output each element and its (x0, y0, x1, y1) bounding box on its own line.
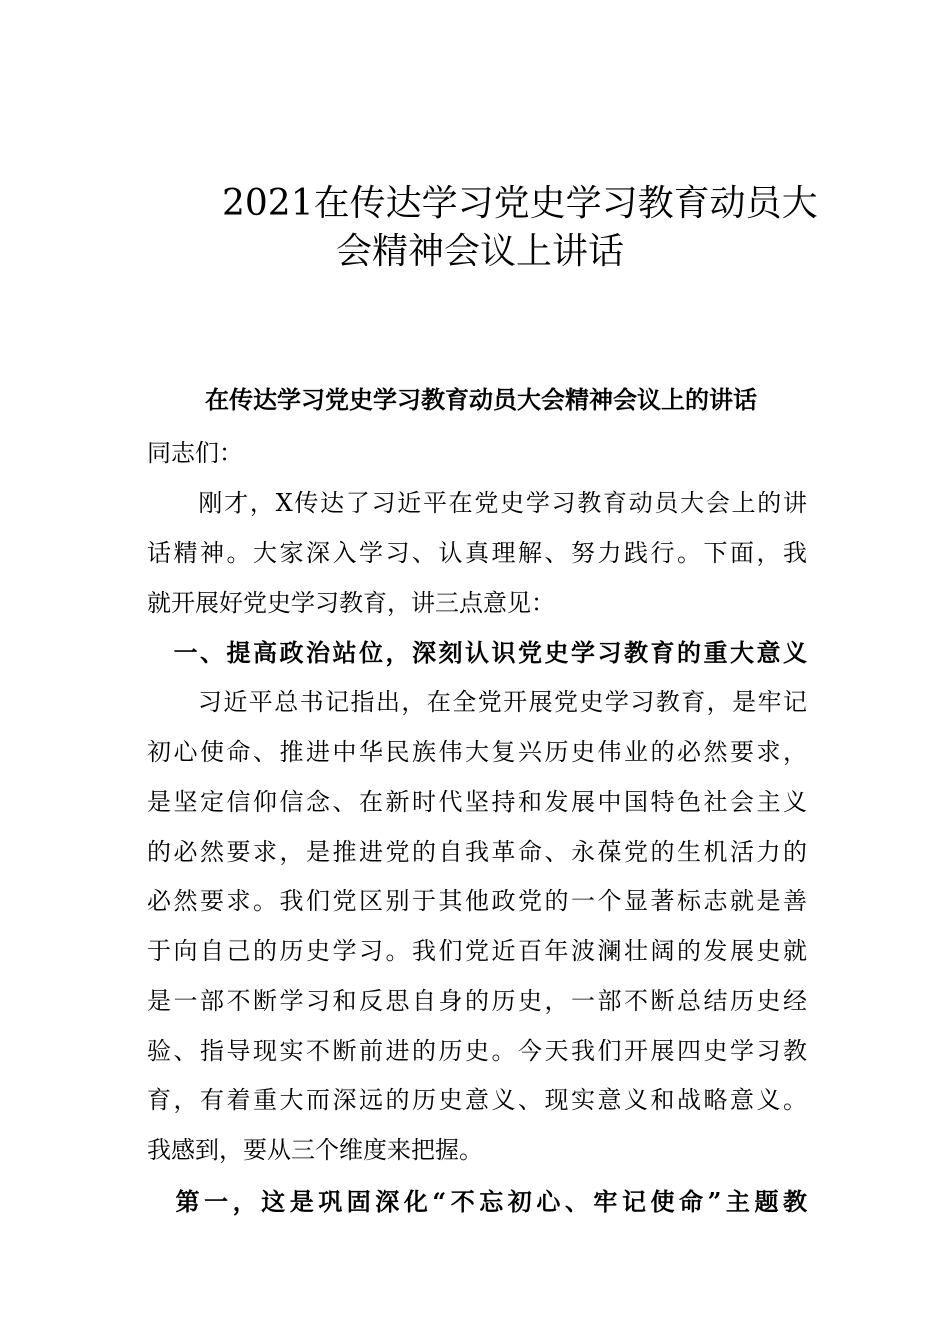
paragraph-2-line: 育，有着重大而深远的历史意义、现实意义和战略意义。 (147, 1086, 807, 1114)
paragraph-2-line: 初心使命、推进中华民族伟大复兴历史伟业的必然要求， (147, 738, 807, 766)
paragraph-2-line: 于向自己的历史学习。我们党近百年波澜壮阔的发展史就 (147, 937, 807, 965)
paragraph-2-line: 习近平总书记指出，在全党开展党史学习教育，是牢记 (147, 688, 807, 716)
paragraph-2-line: 的必然要求，是推进党的自我革命、永葆党的生机活力的 (147, 838, 807, 866)
speech-subtitle: 在传达学习党史学习教育动员大会精神会议上的讲话 (205, 385, 757, 414)
section-heading-1: 一、提高政治站位，深刻认识党史学习教育的重大意义 (147, 638, 807, 667)
section-heading-2: 第一，这是巩固深化“不忘初心、牢记使命”主题教 (147, 1187, 807, 1216)
paragraph-2-line: 是坚定信仰信念、在新时代坚持和发展中国特色社会主义 (147, 788, 807, 816)
paragraph-2-line: 我感到，要从三个维度来把握。 (147, 1136, 483, 1164)
paragraph-1-line: 刚才，X传达了习近平在党史学习教育动员大会上的讲 (147, 489, 807, 517)
paragraph-2-line: 验、指导现实不断前进的历史。今天我们开展四史学习教 (147, 1037, 807, 1065)
document-title-line-1: 2021在传达学习党史学习教育动员大 (222, 183, 818, 224)
paragraph-2-line: 是一部不断学习和反思自身的历史，一部不断总结历史经 (147, 987, 807, 1015)
document-title-line-2: 会精神会议上讲话 (336, 231, 625, 272)
paragraph-1-line: 话精神。大家深入学习、认真理解、努力践行。下面，我 (147, 539, 807, 567)
paragraph-2-line: 必然要求。我们党区别于其他政党的一个显著标志就是善 (147, 887, 807, 915)
salutation: 同志们： (147, 439, 243, 467)
paragraph-1-line: 就开展好党史学习教育，讲三点意见： (147, 589, 555, 617)
